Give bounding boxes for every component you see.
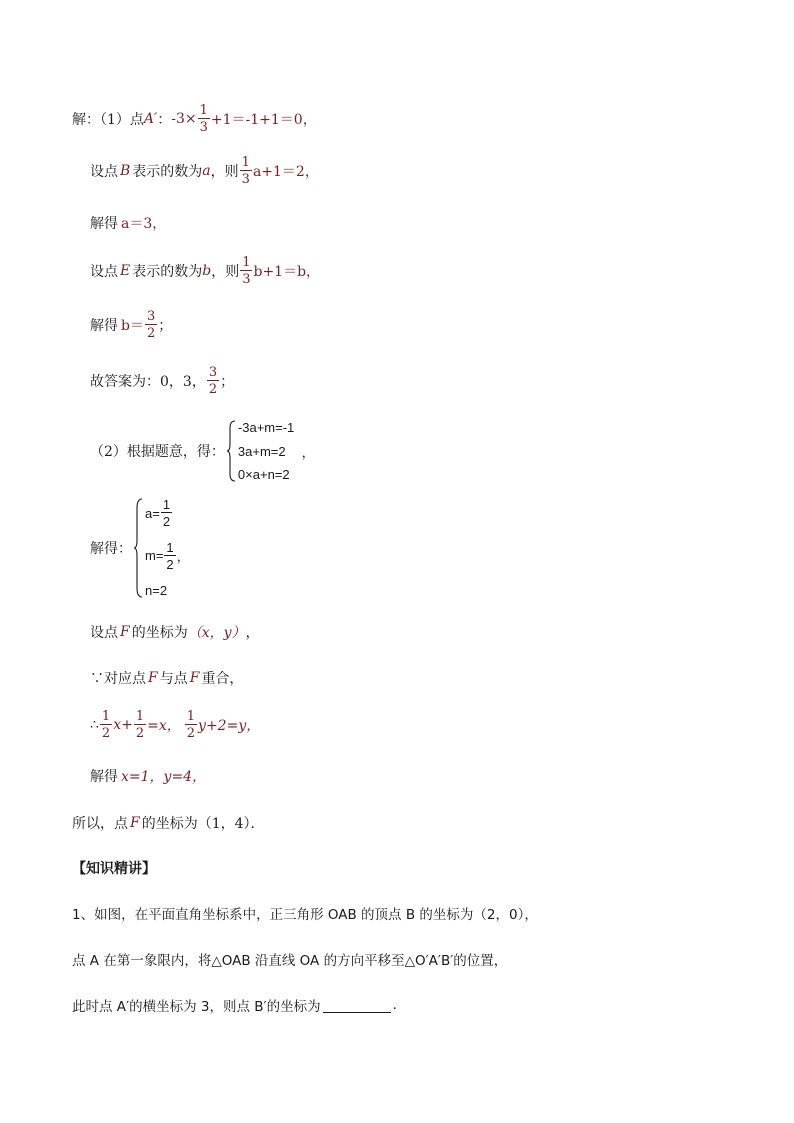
problem-line-1: 1、如图，在平面直角坐标系中，正三角形 OAB 的顶点 B 的坐标为（2，0）， (72, 907, 538, 923)
point-label: F (148, 670, 158, 686)
text: 解：（1）点 (72, 112, 144, 128)
text: 设点 (90, 625, 118, 641)
text: 设点 (90, 264, 118, 280)
text: ，则 (210, 164, 239, 180)
point-label: A′ (143, 111, 158, 127)
text: 表示的数为 (132, 164, 203, 180)
text: 的坐标为（1，4）． (141, 816, 265, 832)
solution-line-3 (90, 213, 166, 233)
fraction: $\frac{1}{2}$ (101, 709, 111, 741)
solution-line-10 (90, 668, 243, 688)
equation-row: -3a+m=-1 (237, 420, 295, 435)
text: ，则 (211, 264, 240, 280)
expression: -3× (171, 111, 197, 127)
fraction: $\frac{3}{2}$ (146, 309, 156, 341)
brace-icon (134, 498, 143, 598)
equation-row: a= $\frac{1}{2}$ (145, 497, 171, 529)
variable: b (202, 263, 212, 279)
text: ： (157, 112, 172, 128)
point-label: E (120, 263, 131, 279)
fraction: $\frac{1}{2}$ (135, 709, 145, 741)
solution-line-9 (90, 622, 260, 642)
expression: +1＝-1+1＝0， (210, 112, 317, 128)
text: 表示的数为 (132, 264, 203, 280)
equation-row: m= $\frac{1}{2}$ ， (145, 539, 190, 572)
point-label: F (189, 670, 200, 686)
text: 的坐标为 (131, 625, 188, 641)
text: 解得 (90, 318, 118, 334)
expression: =x， (147, 718, 181, 734)
point-label: B (120, 163, 131, 179)
text: 设点 (90, 164, 118, 180)
fraction: $\frac{3}{2}$ (208, 365, 218, 397)
text: ∵对应点 (90, 671, 146, 687)
fraction: $\frac{1}{3}$ (199, 103, 208, 135)
expression: b＝ (121, 318, 144, 334)
solution-system (134, 498, 190, 598)
text: 重合， (201, 671, 244, 687)
solution-line-7 (90, 420, 315, 482)
text: 解得： (90, 541, 132, 557)
solution-line-5 (90, 310, 172, 340)
solution-line-8 (90, 498, 190, 598)
problem-line-3 (72, 995, 397, 1015)
section-title: 【知识精讲】 (72, 861, 156, 877)
equation-row: n=2 (145, 583, 168, 598)
text: 此时点 A′的横坐标为 3，则点 B′的坐标为 (72, 999, 321, 1015)
solution-line-12 (90, 766, 206, 786)
solution-line-2 (90, 156, 319, 186)
text: 解得 (90, 769, 118, 785)
text: 解得 (90, 216, 118, 232)
equation-row: 0×a+n=2 (237, 467, 290, 482)
text: 故答案为：0，3， (90, 374, 206, 390)
expression: b+1＝b， (253, 264, 321, 280)
point-label: F (130, 815, 140, 831)
expression: a＝3， (121, 216, 167, 232)
text: ； (158, 318, 173, 334)
solution-line-6 (90, 366, 234, 396)
expression: a+1＝2， (252, 164, 319, 180)
text: ∴ (90, 717, 99, 733)
text: . (392, 997, 397, 1013)
text: ， (245, 625, 260, 641)
brace-icon (227, 420, 236, 482)
text: （2）根据题意，得： (90, 444, 225, 460)
solution-line-4 (90, 256, 320, 286)
equation-row: 3a+m=2 ， (237, 443, 315, 460)
solution-line-1 (72, 104, 317, 134)
answer-blank[interactable] (323, 998, 391, 1013)
fraction: $\frac{1}{2}$ (186, 709, 196, 741)
fraction: $\frac{1}{3}$ (242, 255, 251, 287)
variable: a (202, 163, 211, 179)
solution-line-11 (90, 710, 260, 740)
text: ； (220, 374, 235, 390)
equation-system (227, 420, 315, 482)
problem-line-2: 点 A 在第一象限内，将△OAB 沿直线 OA 的方向平移至△O′A′B′的位置， (72, 953, 508, 969)
solution-line-13 (72, 813, 265, 833)
text: 所以，点 (72, 816, 128, 832)
point-label: F (120, 624, 130, 640)
expression: y+2=y， (198, 718, 261, 734)
expression: x=1，y=4， (121, 769, 207, 785)
coordinate: （x，y） (187, 625, 246, 641)
expression: x+ (113, 717, 133, 733)
text: 与点 (159, 671, 188, 687)
fraction: $\frac{1}{3}$ (241, 155, 250, 187)
